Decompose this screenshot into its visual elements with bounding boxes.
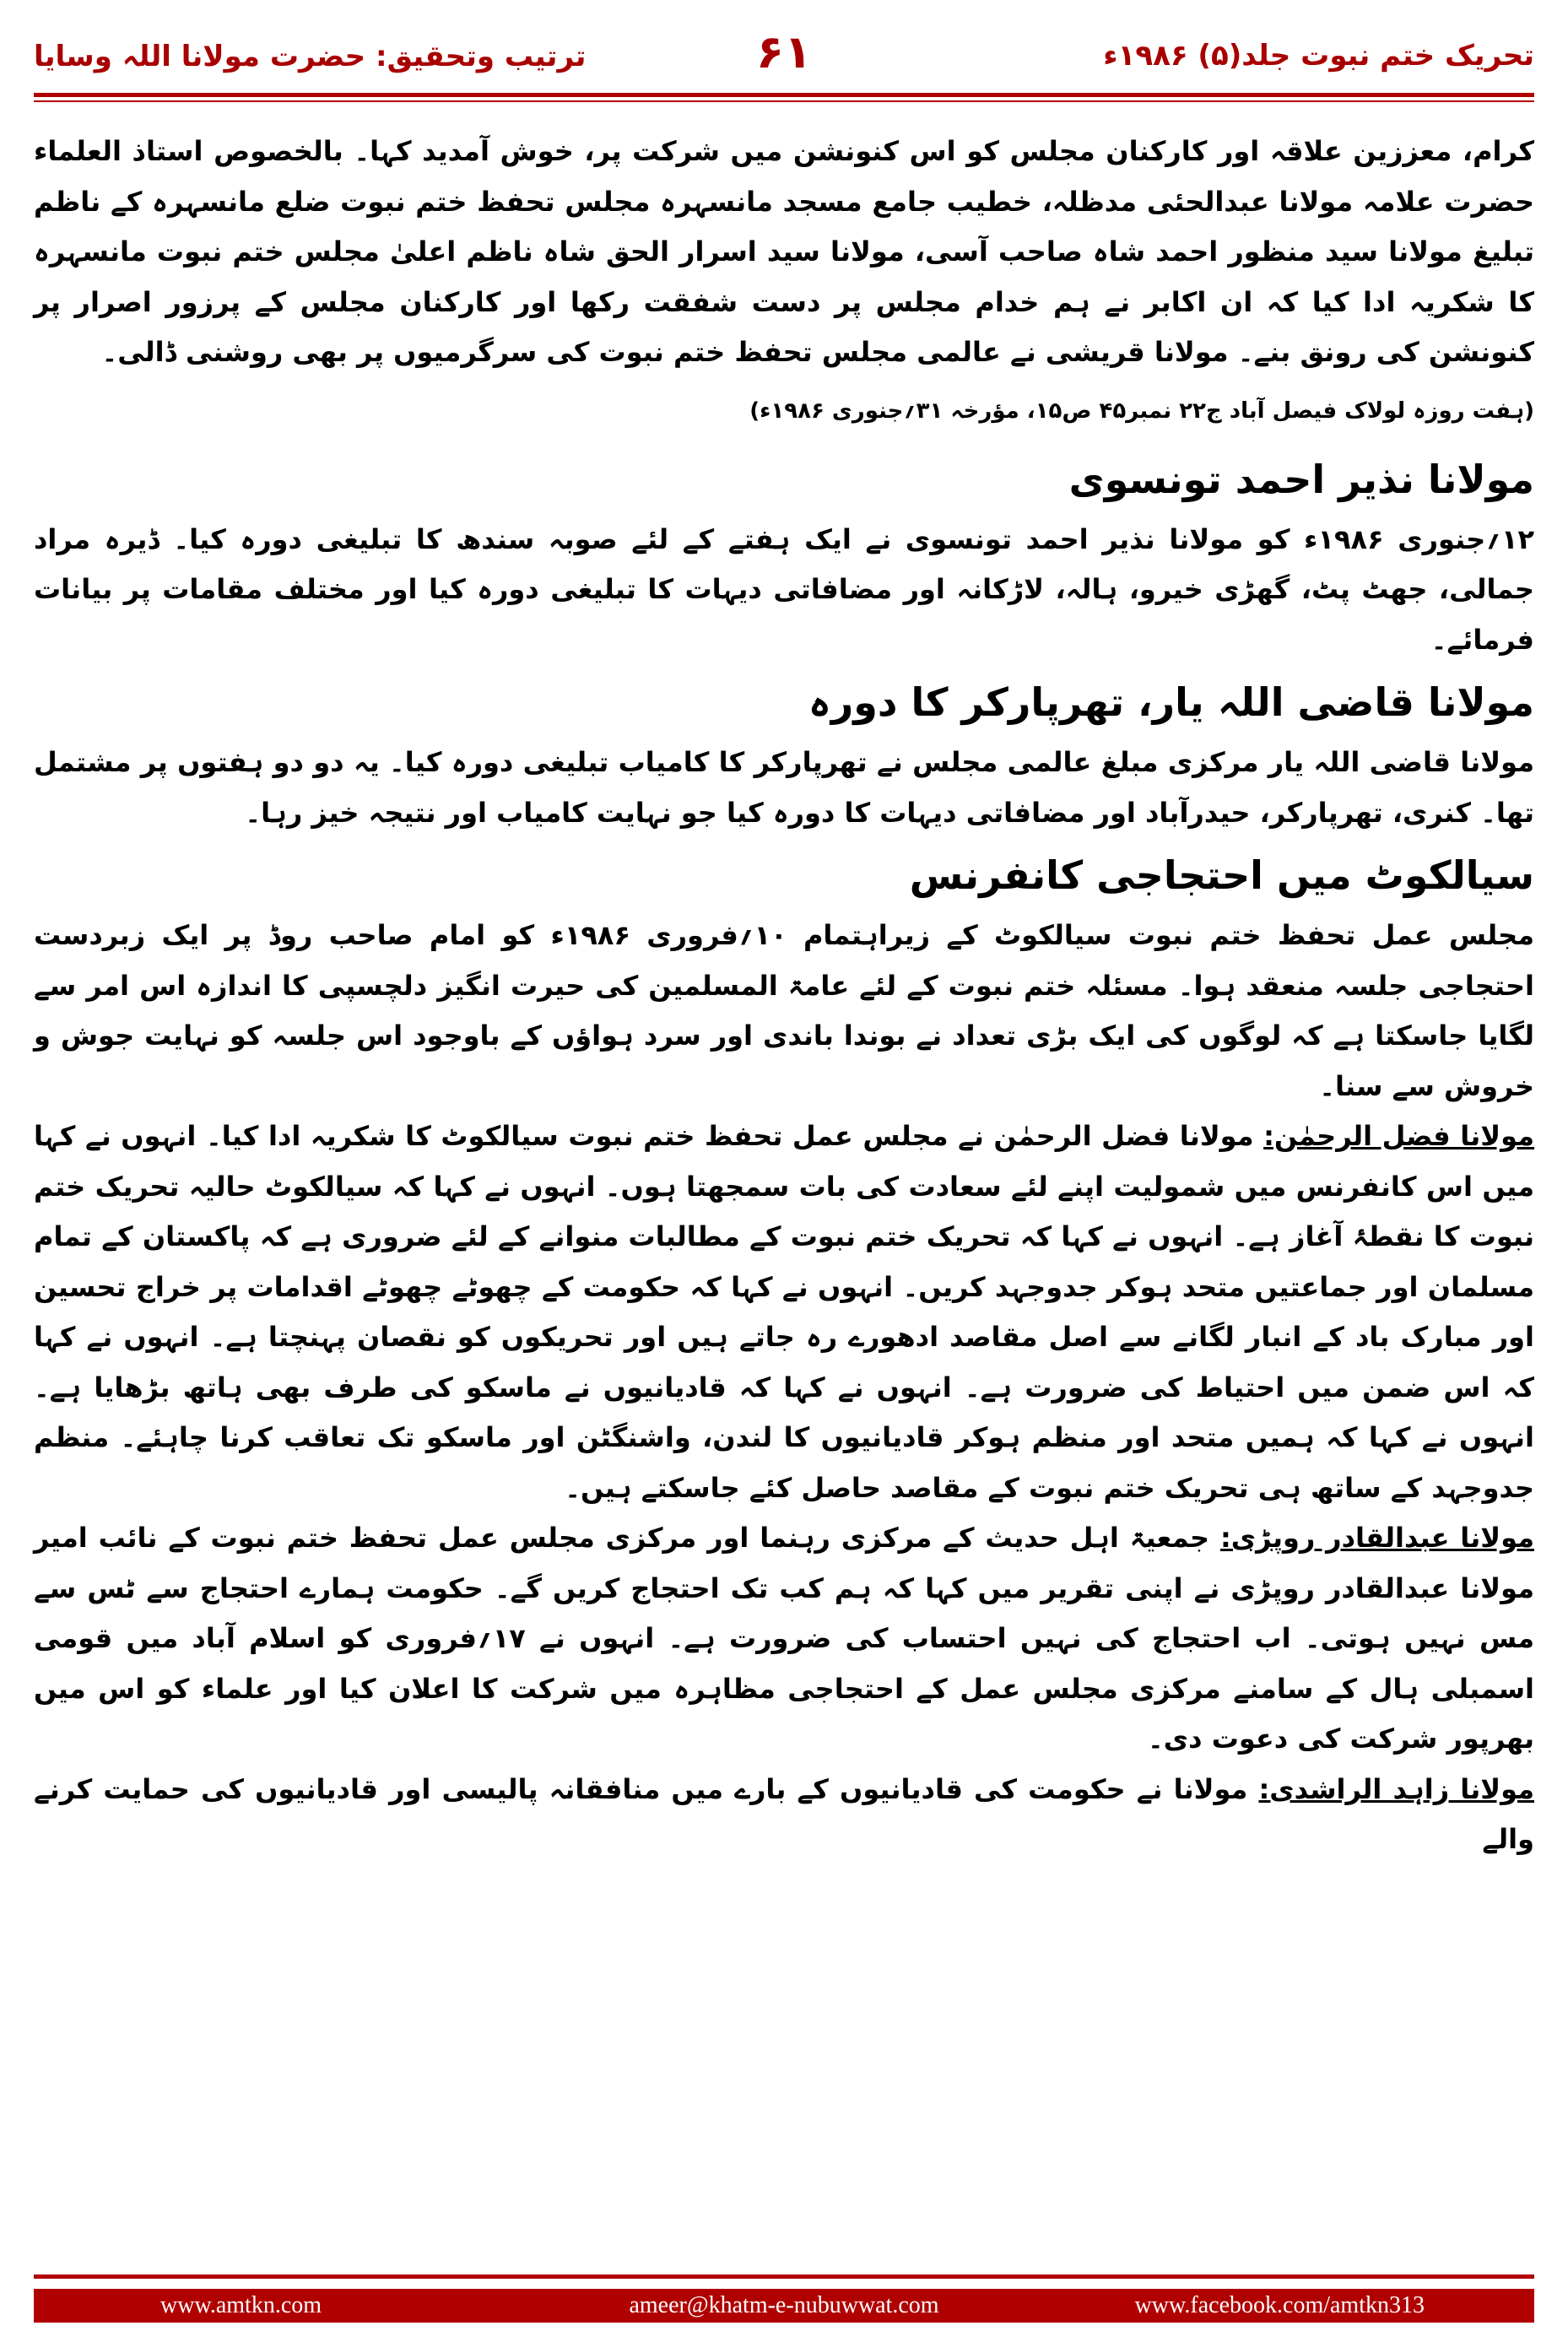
heading-sialkot-conference: سیالکوٹ میں احتجاجی کانفرنس (909, 852, 1534, 898)
speech-rashdi (34, 1765, 1534, 1865)
speech-text: مولانا فضل الرحمٰن نے مجلس عمل تحفظ ختم نبوت سیالکوٹ کا شکریہ ادا کیا۔ انہوں نے کہا میں اس کانفرنس میں شمولیت اپنے لئے سعادت کی بات سمجھتا ہوں۔ انہوں نے کہا کہ سیالکوٹ حالیہ تحریک ختم نبوت کا نقطۂ آغاز ہے۔ انہوں نے کہا کہ تحریک ختم نبوت کے مطالبات منوانے کے لئے ضروری ہے کہ پاکستان کے تمام مسلمان اور جماعتیں متحد ہوکر جدوجہد کریں۔ انہوں نے کہا کہ حکومت کے چھوٹے چھوٹے اقدامات پر خراج تحسین اور مبارک باد کے انبار لگانے سے اصل مقاصد ادھورے رہ جاتے ہیں اور تحریکوں کو نقصان پہنچتا ہے۔ انہوں نے کہا کہ اس ضمن میں احتیاط کی ضرورت ہے۔ انہوں نے کہا کہ قادیانیوں نے ماسکو کی طرف بھی ہاتھ بڑھایا ہے۔ انہوں نے کہا کہ ہمیں متحد اور منظم ہوکر قادیانیوں کا لندن، واشنگٹن اور ماسکو تک تعاقب کرنا چاہئے۔ منظم جدوجہد کے ساتھ ہی تحریک ختم نبوت کے مقاصد حاصل کئے جاسکتے ہیں۔ (34, 1120, 1535, 1504)
footer-rule (34, 2274, 1534, 2279)
website-link[interactable]: www.amtkn.com (160, 2292, 322, 2318)
paragraph-sialkot: مجلس عمل تحفظ ختم نبوت سیالکوٹ کے زیراہتمام ۱۰؍فروری ۱۹۸۶ء کو امام صاحب روڈ پر ایک زبردست احتجاجی جلسہ منعقد ہوا۔ مسئلہ ختم نبوت کے لئے عامۃ المسلمین کی حیرت انگیز دلچسپی کا اندازہ اس امر سے لگایا جاسکتا ہے کہ لوگوں کی ایک بڑی تعداد نے بوندا باندی اور سرد ہواؤں کے باوجود اس جلسہ کو نہایت جوش و خروش سے سنا۔ (34, 919, 1535, 1102)
speaker-name: مولانا زاہد الراشدی: (1258, 1772, 1535, 1805)
speech-text: جمعیۃ اہل حدیث کے مرکزی رہنما اور مرکزی مجلس عمل تحفظ ختم نبوت کے نائب امیر مولانا عبدالقادر روپڑی نے اپنی تقریر میں کہا کہ ہم کب تک احتجاج کریں گے۔ حکومت ہمارے احتجاج سے ٹس سے مس نہیں ہوتی۔ اب احتجاج کی نہیں احتساب کی ضرورت ہے۔ انہوں نے ۱۷؍فروری کو اسلام آباد میں قومی اسمبلی ہال کے سامنے مرکزی مجلس عمل کے احتجاجی مظاہرہ میں شرکت کا اعلان کیا اور علماء کو اس میں بھرپور شرکت کی دعوت دی۔ (34, 1522, 1535, 1755)
facebook-link[interactable]: www.facebook.com/amtkn313 (1134, 2292, 1425, 2318)
speaker-name: مولانا عبدالقادر روپڑی: (1219, 1522, 1535, 1554)
book-title: تحریک ختم نبوت جلد(۵) ۱۹۸۶ء (1103, 39, 1534, 73)
email-link[interactable]: ameer@khatm-e-nubuwwat.com (629, 2292, 939, 2318)
compiler-credit: ترتیب وتحقیق: حضرت مولانا اللہ وسایا (34, 40, 587, 73)
header-rule (34, 93, 1534, 97)
speech-ropri (34, 1513, 1534, 1765)
speech-text: مولانا نے حکومت کی قادیانیوں کے بارے میں منافقانہ پالیسی اور قادیانیوں کی حمایت کرنے والے (34, 1772, 1534, 1855)
heading-qazi-allah-yar: مولانا قاضی اللہ یار، تھرپارکر کا دورہ (808, 679, 1534, 725)
page-body (34, 127, 1534, 1865)
paragraph-tharparkar-tour: مولانا قاضی اللہ یار مرکزی مبلغ عالمی مجلس نے تھرپارکر کا کامیاب تبلیغی دورہ کیا۔ یہ دو دو ہفتوں پر مشتمل تھا۔ کنری، تھرپارکر، حیدرآباد اور مضافاتی دیہات کا دورہ کیا جو نہایت کامیاب اور نتیجہ خیز رہا۔ (34, 746, 1534, 829)
speech-fazlur-rehman (34, 1112, 1534, 1513)
paragraph-intro: کرام، معززین علاقہ اور کارکنان مجلس کو اس کنونشن میں شرکت پر، خوش آمدید کہا۔ بالخصوص استاذ العلماء حضرت علامہ مولانا عبدالحئی مدظلہ، خطیب جامع مسجد مانسہرہ مجلس تحفظ ختم نبوت ضلع مانسہرہ کے ناظم تبلیغ مولانا سید منظور احمد شاہ صاحب آسی، مولانا سید اسرار الحق شاہ ناظم اعلیٰ مجلس ختم نبوت مانسہرہ کا شکریہ ادا کیا کہ ان اکابر نے ہم خدام مجلس پر دست شفقت رکھا اور کارکنان مجلس کے پرزور اصرار پر کنونشن کی رونق بنے۔ مولانا قریشی نے عالمی مجلس تحفظ ختم نبوت کی سرگرمیوں پر بھی روشنی ڈالی۔ (34, 135, 1534, 368)
paragraph-sindh-tour: ۱۲؍جنوری ۱۹۸۶ء کو مولانا نذیر احمد تونسوی نے ایک ہفتے کے لئے صوبہ سندھ کا تبلیغی دورہ کیا۔ ڈیرہ مراد جمالی، جھٹ پٹ، گھڑی خیرو، ہالہ، لاڑکانہ اور مضافاتی دیہات کا تبلیغی دورہ کیا اور مختلف مقامات پر بیانات فرمائے۔ (34, 522, 1535, 656)
reference-citation: (ہفت روزہ لولاک فیصل آباد ج۲۲ نمبر۴۵ ص۱۵، مؤرخہ ۳۱؍جنوری ۱۹۸۶ء) (749, 398, 1534, 424)
header-rule-thin (34, 100, 1534, 102)
footer-bar (34, 2289, 1534, 2323)
speaker-name: مولانا فضل الرحمٰن: (1263, 1120, 1535, 1152)
heading-nazir-ahmad: مولانا نذیر احمد تونسوی (1068, 456, 1534, 502)
page-header (34, 17, 1534, 101)
page-number: ۶۱ (756, 25, 812, 78)
